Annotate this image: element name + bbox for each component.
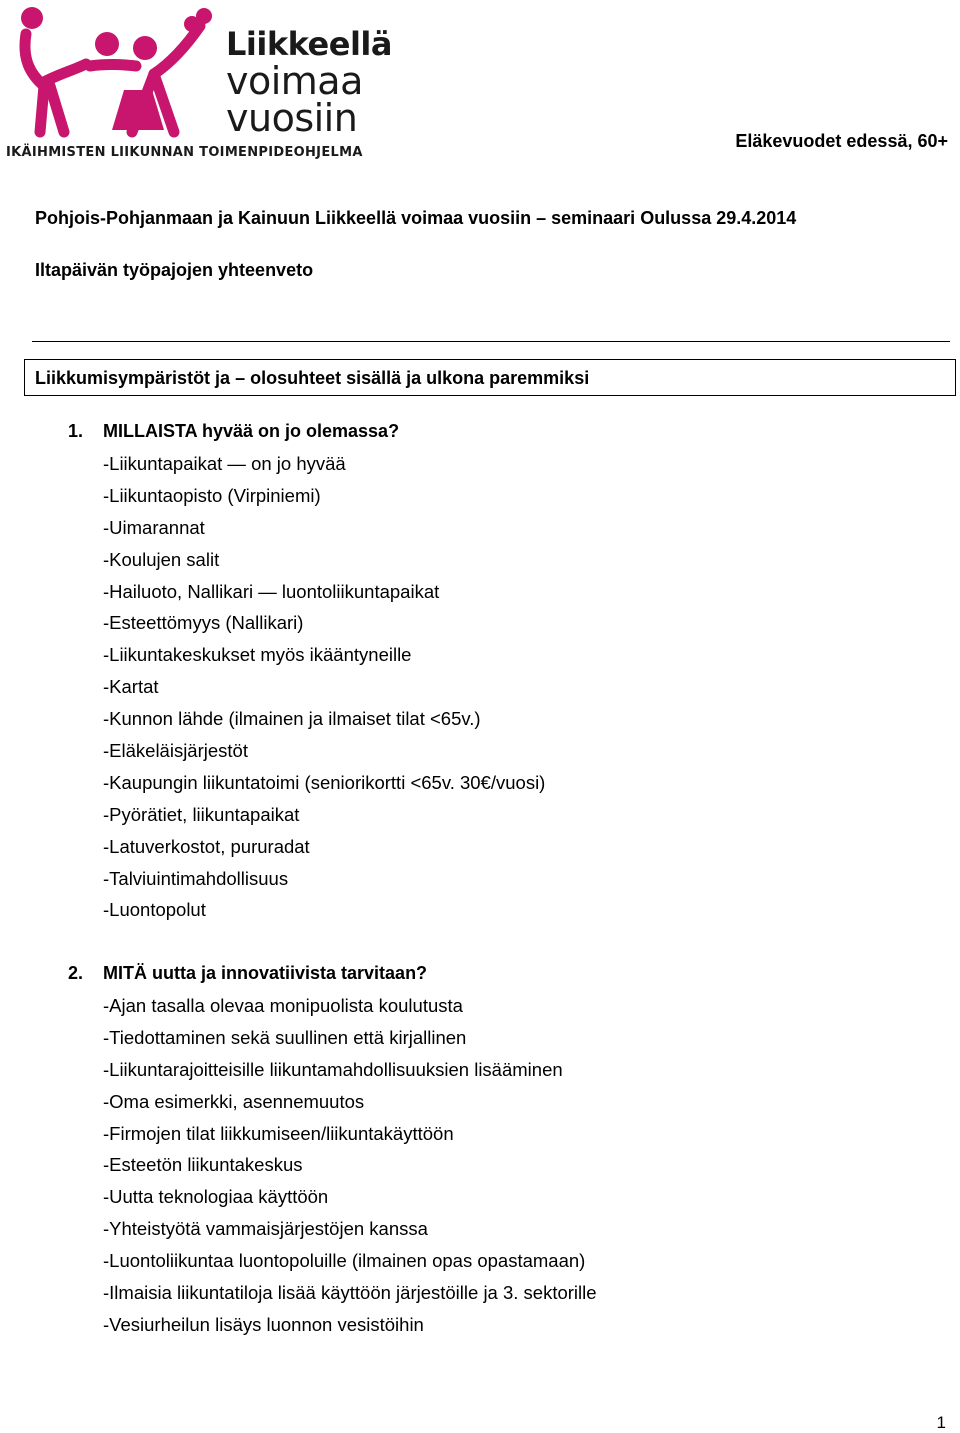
section-number: 1. (68, 421, 84, 441)
list-item: -Luontopolut (103, 899, 206, 921)
list-item: -Liikuntaopisto (Virpiniemi) (103, 484, 321, 506)
list-item: -Kaupungin liikuntatoimi (seniorikortti <65v. 30€/vuosi) (103, 771, 546, 793)
logo-tagline: IKÄIHMISTEN LIIKUNNAN TOIMENPIDEOHJELMA (6, 145, 363, 160)
section-1-list (103, 448, 545, 926)
list-item: -Kartat (103, 676, 159, 698)
list-item: -Oma esimerkki, asennemuutos (103, 1090, 365, 1112)
header-subtitle: Eläkevuodet edessä, 60+ (735, 131, 948, 151)
list-item: -Liikuntarajoitteisille liikuntamahdollisuuksien lisääminen (103, 1058, 563, 1080)
list-item: -Pyörätiet, liikuntapaikat (103, 803, 300, 825)
logo-line-1: Liikkeellä (226, 25, 392, 63)
topic-title: Liikkumisympäristöt ja – olosuhteet sisällä ja ulkona paremmiksi (35, 368, 590, 388)
list-item: -Eläkeläisjärjestöt (103, 740, 248, 762)
list-item: -Esteettömyys (Nallikari) (103, 612, 304, 634)
document-subtitle: Iltapäivän työpajojen yhteenveto (35, 260, 314, 280)
list-item: -Koulujen salit (103, 548, 220, 570)
list-item: -Ilmaisia liikuntatiloja lisää käyttöön järjestöille ja 3. sektorille (103, 1282, 597, 1304)
list-item: -Uimarannat (103, 516, 205, 538)
section-heading-text: MILLAISTA hyvää on jo olemassa? (103, 421, 400, 441)
list-item: -Liikuntakeskukset myös ikääntyneille (103, 644, 412, 666)
program-logo (4, 4, 392, 160)
list-item: -Vesiurheilun lisäys luonnon vesistöihin (103, 1313, 424, 1335)
list-item: -Ajan tasalla olevaa monipuolista koulutusta (103, 995, 463, 1016)
list-item: -Uutta teknologiaa käyttöön (103, 1186, 329, 1208)
list-item: -Tiedottaminen sekä suullinen että kirjallinen (103, 1026, 467, 1048)
list-item: -Firmojen tilat liikkumiseen/liikuntakäyttöön (103, 1122, 454, 1144)
list-item: -Kunnon lähde (ilmainen ja ilmaiset tilat <65v.) (103, 708, 481, 730)
section-number: 2. (68, 963, 84, 983)
list-item: -Latuverkostot, pururadat (103, 835, 310, 857)
list-item: -Liikuntapaikat — on jo hyvää (103, 453, 346, 474)
logo-line-3: vuosiin (226, 96, 358, 140)
logo-wordmark (226, 25, 392, 140)
section-1-heading (68, 421, 399, 442)
topic-box (24, 359, 956, 396)
page-number: 1 (936, 1413, 946, 1432)
list-item: -Esteetön liikuntakeskus (103, 1154, 303, 1176)
logo-line-2: voimaa (226, 59, 363, 103)
section-heading-text: MITÄ uutta ja innovatiivista tarvitaan? (103, 963, 428, 983)
list-item: -Hailuoto, Nallikari — luontoliikuntapaikat (103, 580, 440, 602)
document-title: Pohjois-Pohjanmaan ja Kainuun Liikkeellä voimaa vuosiin – seminaari Oulussa 29.4.2014 (35, 208, 797, 228)
list-item: -Yhteistyötä vammaisjärjestöjen kanssa (103, 1218, 428, 1240)
section-2-heading (68, 963, 427, 984)
dancing-figures-logo-icon (4, 4, 219, 139)
section-2-list (103, 990, 597, 1341)
list-item: -Talviuintimahdollisuus (103, 867, 289, 889)
horizontal-divider (32, 341, 950, 342)
list-item: -Luontoliikuntaa luontopoluille (ilmainen opas opastamaan) (103, 1250, 586, 1272)
